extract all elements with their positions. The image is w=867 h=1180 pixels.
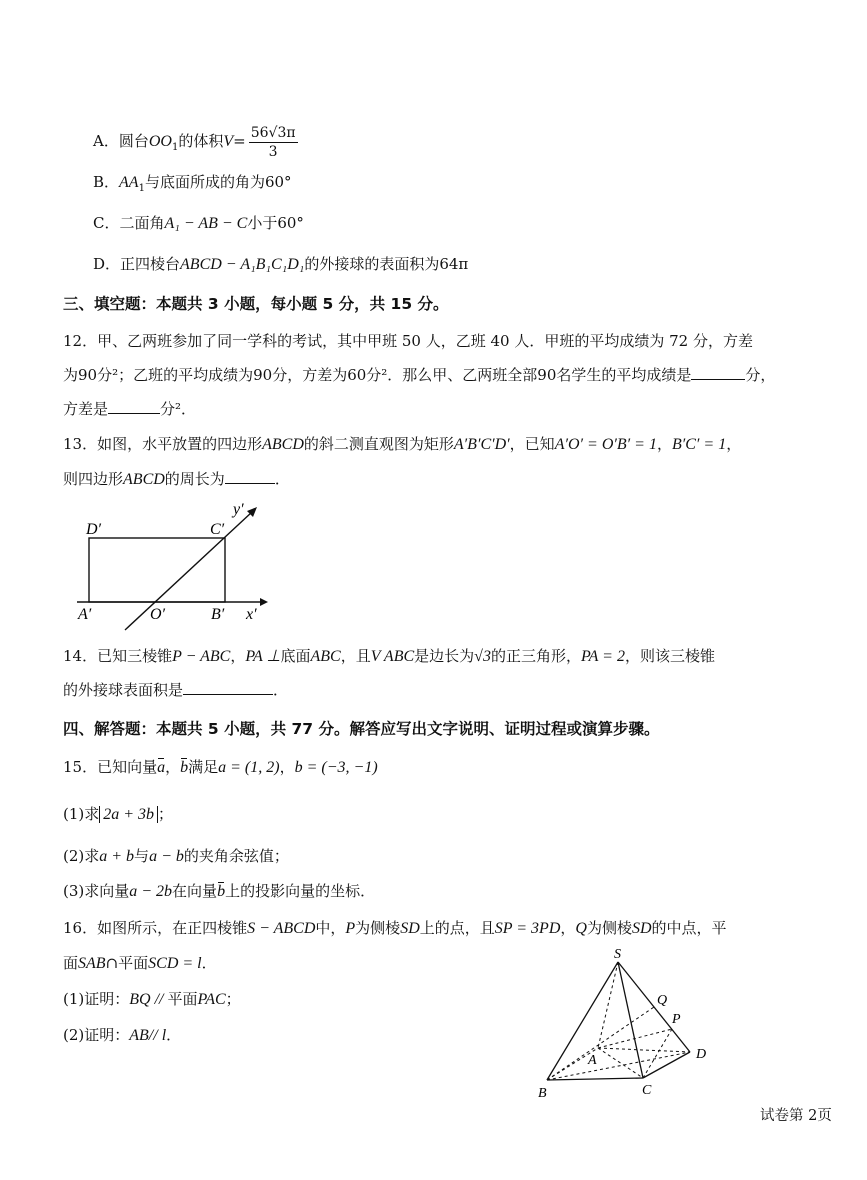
q12-line-3-unit: 分²． [160,400,197,418]
q14-var-perp: PA ⊥ [245,648,281,665]
q15-p3-text-b: 在向量 [172,882,218,900]
option-d-prefix: D．正四棱台 [93,255,181,273]
q13-var-eq2: B′C′ = 1 [671,436,727,453]
q15-p2-expr-1: a + b [99,848,135,865]
q14-line-2-end: ． [273,681,289,699]
label-p: P [672,1012,681,1027]
section-3-heading: 三、填空题：本题共 3 小题，每小题 5 分，共 15 分。 [63,295,449,313]
q13-figure [70,500,280,636]
q14-text-d: ，且 [340,647,371,665]
q13-var-abcd: ABCD [262,436,304,453]
q12-answer-blank-variance [108,399,160,414]
q12-line-2 [63,365,775,385]
edge-ad [598,1048,690,1052]
q12-line-2-unit: 分， [745,366,776,384]
q15-p2-text-b: 与 [134,847,150,865]
q16-var-sabcd: S − ABCD [247,920,316,937]
section-4-heading: 四、解答题：本题共 5 小题，共 77 分。解答应写出文字说明、证明过程或演算步骤。 [63,720,660,738]
y-axis [125,512,252,630]
edge-sd [618,962,690,1052]
q15-p3-text-c: 上的投影向量的坐标． [225,882,376,900]
q15-text-a: 15．已知向量 [63,758,158,776]
q15-p2-expr-2: a − b [149,848,184,865]
q13-text-b: 的斜二测直观图为矩形 [303,435,454,453]
q13-line-1 [63,434,741,455]
option-a-vol: V [223,133,234,150]
label-b: B′ [211,606,225,623]
q14-text-a: 14．已知三棱锥 [63,647,173,665]
rectangle-abcd [89,538,225,602]
option-a-var: OO [148,133,172,150]
q12-line-2-text: 为90分²；乙班的平均成绩为90分，方差为60分²．那么甲、乙两班全部90名学生的平均成绩是 [63,366,692,384]
q13-var-rect: A′B′C′D′ [453,436,510,453]
q15-text-d: ， [279,758,295,776]
q15-text-c: 满足 [188,758,219,776]
q14-var-pabc: P − ABC [172,648,231,665]
q16-text-b: 中， [315,919,346,937]
q16-line-2-text-c: ． [201,954,217,972]
edge-cd [643,1052,690,1078]
label-d: D [696,1047,707,1062]
q16-p1-var: BQ // [129,991,168,1008]
option-a-eq: = [233,132,246,150]
q15-p3-expr-1: a − 2b [129,883,173,900]
q14-text-b: ， [230,647,246,665]
label-y: y′ [233,501,244,518]
q13-text-e: ， [726,435,742,453]
label-o: O′ [150,606,166,623]
q11-option-d [93,254,468,275]
q11-option-b [93,172,292,199]
q15-eq-a: a = (1, 2) [218,759,280,776]
q15-p3-expr-2: b [217,883,226,900]
q12-line-1: 12．甲、乙两班参加了同一学科的考试，其中甲班 50 人，乙班 40 人．甲班的平均成绩为 72 分，方差 [63,332,753,350]
option-d-text: 的外接球的表面积为64π [304,255,469,273]
edge-sb [547,962,618,1080]
q16-text-g: 的中点，平 [651,919,727,937]
q16-part-1 [63,989,241,1010]
q15-text-b: ， [165,758,181,776]
q16-part-2 [63,1025,181,1046]
label-s: S [614,947,621,962]
q16-text-d: 上的点，且 [419,919,495,937]
option-b-sub: 1 [138,183,145,194]
x-axis-arrow [260,598,268,606]
q16-var-scd: SCD = l [148,955,202,972]
label-x: x′ [246,606,257,623]
q13-line-2 [63,469,290,490]
q13-var-eq1: A′O′ = O′B′ = 1 [554,436,657,453]
q14-line-2-text: 的外接球表面积是 [63,681,184,699]
q16-line-2-text-b: ∩平面 [105,954,149,972]
option-b-text: 与底面所成的角为60° [144,173,292,191]
q16-var-sp: SP = 3PD [494,920,561,937]
q15-part-1 [63,804,173,825]
edge-bc [547,1078,643,1080]
q15-part-3 [63,881,375,902]
q13-line-2-text-b: 的周长为 [164,470,225,488]
q14-answer-blank [183,680,273,695]
label-d: D′ [86,521,102,538]
page-number: 试卷第 2页 [760,1108,832,1124]
q15-line-1 [63,757,378,778]
option-b-var: AA [119,174,139,191]
q14-var-triangle: V ABC [370,648,415,665]
option-a-prefix: A．圆台 [93,132,149,150]
q16-var-sd: SD [400,920,420,937]
option-a-mid: 的体积 [178,132,224,150]
q16-p1-text-c: ； [225,990,241,1008]
q16-p1-var-2: PAC [197,991,226,1008]
q16-line-2 [63,953,217,974]
q16-text-c: 为侧棱 [355,919,401,937]
label-a: A [588,1053,597,1068]
option-c-expr: A₁ − AB − C [164,215,248,232]
q16-var-p: P [345,920,356,937]
option-c-prefix: C．二面角 [93,214,165,232]
q15-p1-text-a: (1)求 [63,805,100,823]
q16-p2-text-a: (2)证明： [63,1026,130,1044]
option-a-sub: 1 [171,142,179,153]
option-c-text: 小于60° [247,214,304,232]
q11-option-a [93,121,298,168]
segment-ap [598,1029,672,1048]
q14-line-2 [63,680,288,700]
q14-text-e: 是边长为 [414,647,475,665]
q15-vec-b: b [180,759,189,776]
q11-option-c [93,213,304,234]
q13-line-2-text-a: 则四边形 [63,470,124,488]
q16-p2-text-b: ． [166,1026,182,1044]
q16-text-e: ， [560,919,576,937]
q15-p1-expr: 2a + 3b [99,806,158,823]
label-c: C [642,1083,652,1098]
label-q: Q [657,993,668,1008]
q15-eq-b: b = (−3, −1) [294,759,378,776]
q12-line-3 [63,399,196,419]
fraction-numerator: 56√3π [250,124,296,141]
q14-var-sqrt3: √3 [474,648,491,665]
q16-p1-text-a: (1)证明： [63,990,130,1008]
label-a: A′ [78,606,92,623]
q14-text-f: 的正三角形， [490,647,581,665]
q12-line-3-text: 方差是 [63,400,109,418]
q14-var-abc: ABC [310,648,341,665]
q14-line-1 [63,646,715,667]
q15-vec-a: a [157,759,166,776]
label-b: B [538,1086,547,1101]
edge-sa [598,962,618,1048]
q16-p2-var: AB// l [129,1027,167,1044]
q13-text-c: ，已知 [509,435,555,453]
label-c: C′ [210,521,225,538]
q15-part-2 [63,846,289,867]
q12-answer-blank-mean [691,365,745,380]
q13-line-2-var: ABCD [123,471,165,488]
q16-var-sd-2: SD [631,920,652,937]
q15-p2-text-a: (2)求 [63,847,100,865]
q14-var-pa: PA = 2 [580,648,625,665]
option-a-fraction [249,124,298,161]
q15-p2-text-c: 的夹角余弦值； [183,847,289,865]
q15-p1-text-b: ； [158,805,174,823]
option-b-prefix: B． [93,173,120,191]
option-d-expr: ABCD − A₁B₁C₁D₁ [180,256,305,273]
q13-answer-blank [225,469,275,484]
edge-sc [618,962,643,1078]
q13-text-a: 13．如图，水平放置的四边形 [63,435,263,453]
q14-text-g: ，则该三棱锥 [624,647,715,665]
q15-p3-text-a: (3)求向量 [63,882,130,900]
q16-var-sab: SAB [78,955,106,972]
q13-text-d: ， [656,435,672,453]
q16-pyramid-figure [530,940,720,1105]
q16-p1-text-b: 平面 [167,990,198,1008]
fraction-denominator: 3 [268,143,278,160]
q14-text-c: 底面 [280,647,311,665]
q16-line-1 [63,918,727,939]
q16-line-2-text-a: 面 [63,954,79,972]
q16-text-f: 为侧棱 [586,919,632,937]
q16-text-a: 16．如图所示，在正四棱锥 [63,919,248,937]
q16-var-q: Q [575,920,587,937]
q13-line-2-text-c: ． [274,470,290,488]
